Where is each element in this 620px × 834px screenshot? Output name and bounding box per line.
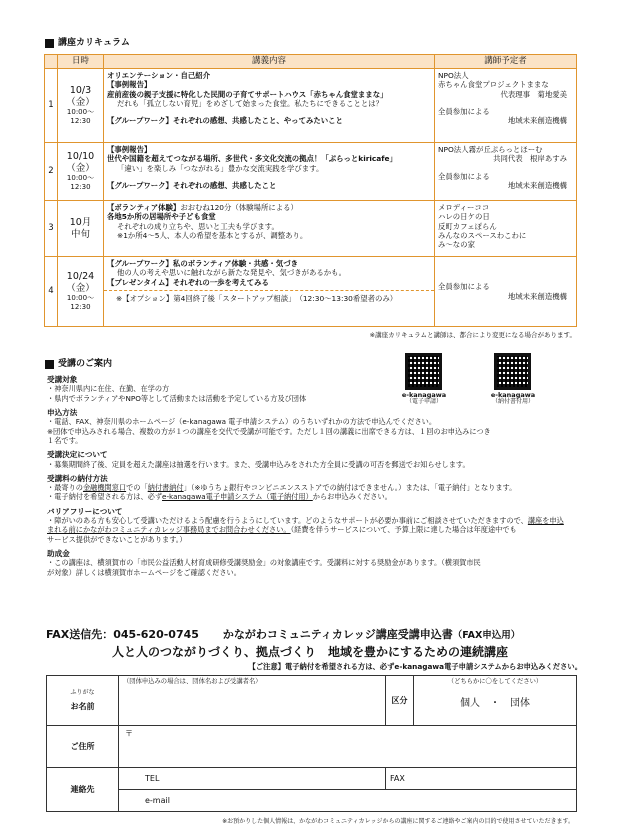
session-number: 4: [45, 257, 58, 327]
session-lecturer: 全員参加による 地域未来創造機構: [435, 257, 577, 327]
name-field[interactable]: （団体申込みの場合は、団体名および受講者名）: [119, 676, 386, 726]
curriculum-note: ※講座カリキュラムと講師は、都合により変更になる場合があります。: [369, 331, 576, 339]
qr-caption-1: e-kanagawa （電子申請）: [401, 391, 447, 406]
subsidy-block: 助成金 ・この講座は、横須賀市の「市民公益活動人材育成研修受講奨励金」の対象講座です。受講料に対する奨励金があります。（横須賀市民 が対象）詳しくは横須賀市ホームページをご確認ください。: [47, 548, 481, 577]
square-bullet-icon: [45, 39, 54, 48]
curriculum-table: [44, 54, 577, 327]
category-label: 区分: [386, 676, 414, 726]
form-title: かながわコミュニティカレッジ講座受講申込書: [222, 628, 453, 641]
tel-row: [47, 768, 577, 790]
session-date: 10月 中旬: [58, 201, 104, 257]
session-content: 【事例報告】 世代や国籍を超えてつながる場所、多世代・多文化交流の拠点！「ぷらっとkiricafe」 「違い」を楽しみ「つながれる」豊かな交流実践を学びます。 【グループワーク】それぞれの感想、共感したこと: [104, 143, 435, 201]
fax-field[interactable]: FAX: [386, 768, 577, 790]
fax-line: FAX送信先：045-620-0745 かながわコミュニティカレッジ講座受講申込書（FAX申込用）: [46, 628, 521, 641]
session-content: 【ボランティア体験】おおむね120分（体験場所による） 各地5か所の居場所や子ども食堂 それぞれの成り立ちや、思いと工夫も学びます。 ※1か所4～5人、本人の希望を基本とするが、調整あり。: [104, 201, 435, 257]
header-lecturer: 講師予定者: [435, 55, 577, 69]
name-row: [47, 676, 577, 726]
address-field[interactable]: [119, 726, 577, 768]
session-row: [45, 143, 577, 201]
privacy-note: ※お預かりした個人情報は、かながわコミュニティカレッジからの講座に関するご連絡やご案内の目的で使用させていただきます。: [222, 818, 574, 825]
category-options[interactable]: 個人 ・ 団体: [460, 697, 530, 709]
category-field[interactable]: （どちらかに〇をしてください） 個人 ・ 団体: [414, 676, 577, 726]
zip-mark: 〒: [125, 729, 133, 738]
session-lecturer: NPO法人 赤ちゃん食堂プロジェクトままな 代表理事 菊地愛美 全員参加による 地域未来創造機構: [435, 69, 577, 143]
address-label: ご住所: [47, 726, 119, 768]
curriculum-header-row: [45, 55, 577, 69]
session-lecturer: NPO法人霧が丘ぷらっとほーむ 共同代表 根岸あすみ 全員参加による 地域未来創造機構: [435, 143, 577, 201]
header-content: 講義内容: [104, 55, 435, 69]
square-bullet-icon: [45, 360, 54, 369]
tel-field[interactable]: TEL: [119, 768, 386, 790]
email-row: [47, 790, 577, 812]
caution-note: 【ご注意】電子納付を希望される方は、必ずe-kanagawa電子申請システムからお申込みください。: [248, 662, 582, 671]
email-field[interactable]: e-mail: [119, 790, 577, 812]
session-lecturer: メロディーココ ハレの日ケの日 反町カフェぽらん みんなのスペースわこわに み～なの家: [435, 201, 577, 257]
apply-block: 申込方法 ・電話、FAX、神奈川県のホームページ（e-kanagawa 電子申請システム）のうちいずれかの方法で申込んでください。 ※団体で申込みされる場合、複数の方が１つの講座を交代で受講が可能です。ただし１回の講義に出席できる方は、１回のお申込みにつき １名です。: [47, 407, 491, 445]
name-label: ふりがな お名前: [47, 676, 119, 726]
curriculum-heading: 講座カリキュラム: [45, 38, 130, 49]
session-row: [45, 257, 577, 327]
target-block: 受講対象 ・神奈川県内に在住、在勤、在学の方 ・県内でボランティアやNPO等として活動または活動を予定している方及び団体: [47, 375, 307, 403]
course-title: 人と人のつながりづくり、拠点づくり 地域を豊かにするための連続講座: [111, 645, 508, 659]
option-note: ※【オプション】第4回終了後「スタートアップ相談」 （12:30～13:30希望者のみ）: [104, 290, 434, 303]
session-number: 2: [45, 143, 58, 201]
application-form: [46, 675, 577, 812]
session-content: 【グループワーク】私のボランティア体験・共感・気づき 他の人の考えや思いに触れながら新たな発見や、気づきがあるかも。 【プレゼンタイム】それぞれの一歩を考えてみる ※【オプション】第4回終了後「スタートアップ相談」 （12:30～13:30希望者のみ）: [104, 257, 435, 327]
session-date: 10/10 （金） 10:00～ 12:30: [58, 143, 104, 201]
guide-heading: 受講のご案内: [45, 359, 112, 370]
session-row: [45, 69, 577, 143]
fax-number: FAX送信先：045-620-0745: [46, 628, 199, 641]
barrier-free-block: バリアフリーについて ・障がいのある方も安心して受講いただけるよう配慮を行うようにしています。どのようなサポートが必要か事前にご相談させていただきますので、講座を申込 まれる前にかながわコミュニティカレッジ事務局までお問合わせください。（経費を伴うサービスについて、予算上限に達した場合は年度途中でも サービス提供ができないことがあります。）: [47, 506, 564, 544]
session-row: [45, 201, 577, 257]
header-blank: [45, 55, 58, 69]
decision-block: 受講決定について ・募集期間終了後、定員を超えた講座は抽選を行います。また、受講申込みをされた方全員に受講の可否を郵送でお知らせします。: [47, 450, 470, 469]
session-content: オリエンテーション・自己紹介 【事例報告】 産前産後の親子支援に特化した民間の子育てサポートハウス「赤ちゃん食堂ままな」 だれも「孤立しない育児」をめざして始まった食堂。私たちにできることとは？ 【グループワーク】それぞれの感想、共感したこと、やってみたいこと: [104, 69, 435, 143]
header-date: 日時: [58, 55, 104, 69]
address-row: [47, 726, 577, 768]
fee-block: 受講料の納付方法 ・最寄りの金融機関窓口での「納付書納付」（※ゆうちょ銀行やコンビニエンスストアでの納付はできません。）または、「電子納付」となります。 ・電子納付を希望される方は、必ずe-kanagawa電子申請システム（電子納付用）からお申込みください。: [47, 473, 517, 502]
guide-body: [47, 375, 587, 582]
session-number: 1: [45, 69, 58, 143]
contact-label: 連絡先: [47, 768, 119, 812]
qr-caption-2: e-kanagawa （納付書付用）: [490, 391, 536, 406]
session-date: 10/24 （金） 10:00～ 12:30: [58, 257, 104, 327]
session-date: 10/3 （金） 10:00～ 12:30: [58, 69, 104, 143]
session-number: 3: [45, 201, 58, 257]
